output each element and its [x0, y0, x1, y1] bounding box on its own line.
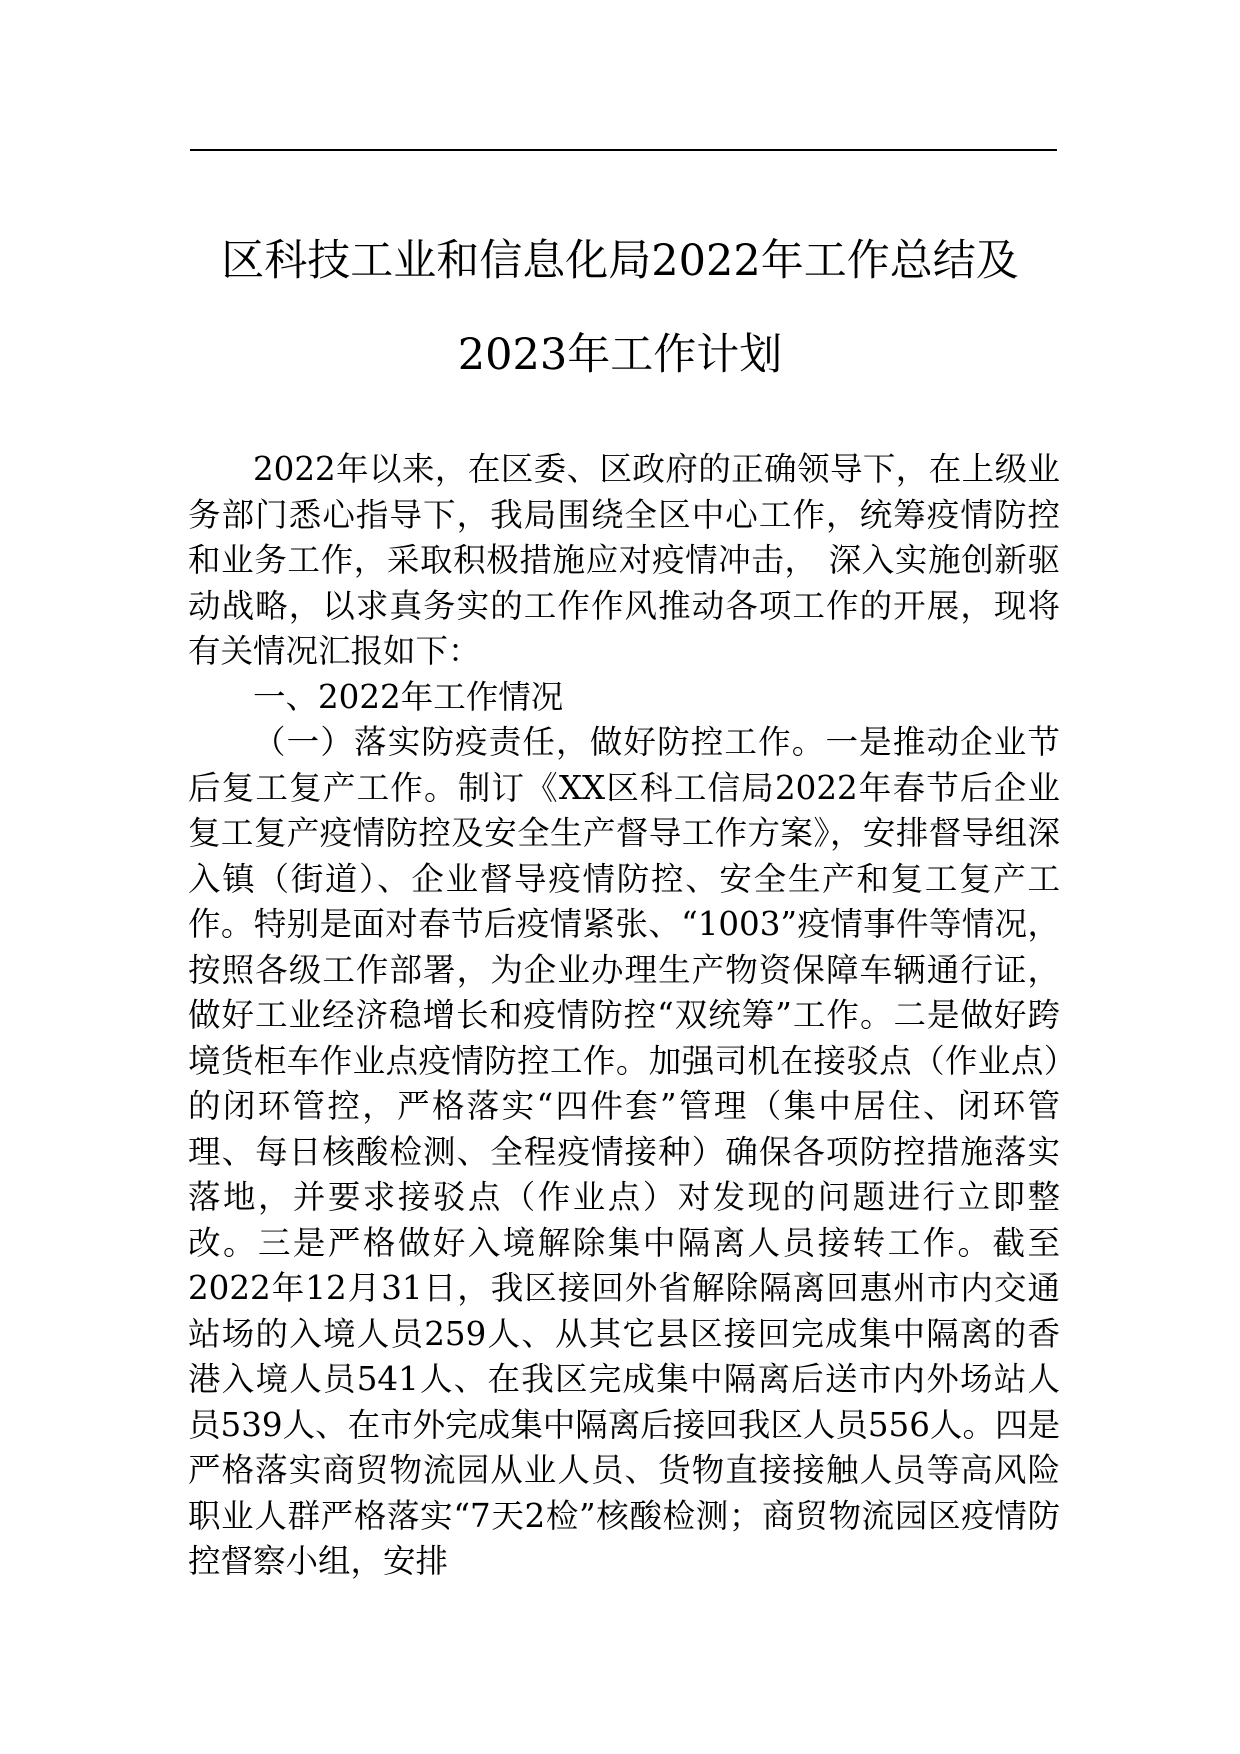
- header-rule: [190, 149, 1057, 151]
- section-heading: 一、2022年工作情况: [253, 677, 564, 716]
- document-body: [188, 447, 1060, 1585]
- document-title-line-1: 区科技工业和信息化局2022年工作总结及: [221, 236, 1019, 286]
- intro-paragraph: 2022年以来，在区委、区政府的正确领导下，在上级业务部门悉心指导下，我局围绕全区中心工作，统筹疫情防控和业务工作，采取积极措施应对疫情冲击， 深入实施创新驱动战略，以求真务实的工作作风推动各项工作的开展，现将有关情况汇报如下：: [188, 450, 1060, 670]
- body-paragraph: （一）落实防疫责任，做好防控工作。一是推动企业节后复工复产工作。制订《XX区科工信局2022年春节后企业复工复产疫情防控及安全生产督导工作方案》，安排督导组深入镇（街道）、企业督导疫情防控、安全生产和复工复产工作。特别是面对春节后疫情紧张、“1003”疫情事件等情况，按照各级工作部署，为企业办理生产物资保障车辆通行证，做好工业经济稳增长和疫情防控“双统筹”工作。二是做好跨境货柜车作业点疫情防控工作。加强司机在接驳点（作业点）的闭环管控，严格落实“四件套”管理（集中居住、闭环管理、每日核酸检测、全程疫情接种）确保各项防控措施落实落地，并要求接驳点（作业点）对发现的问题进行立即整改。三是严格做好入境解除集中隔离人员接转工作。截至2022年12月31日，我区接回外省解除隔离回惠州市内交通站场的入境人员259人、从其它县区接回完成集中隔离的香港入境人员541人、在我区完成集中隔离后送市内外场站人员539人、在市外完成集中隔离后接回我区人员556人。四是严格落实商贸物流园从业人员、货物直接接触人员等高风险职业人群严格落实“7天2检”核酸检测；商贸物流园区疫情防控督察小组，安排: [188, 723, 1060, 1580]
- document-title-line-2: 2023年工作计划: [457, 330, 783, 380]
